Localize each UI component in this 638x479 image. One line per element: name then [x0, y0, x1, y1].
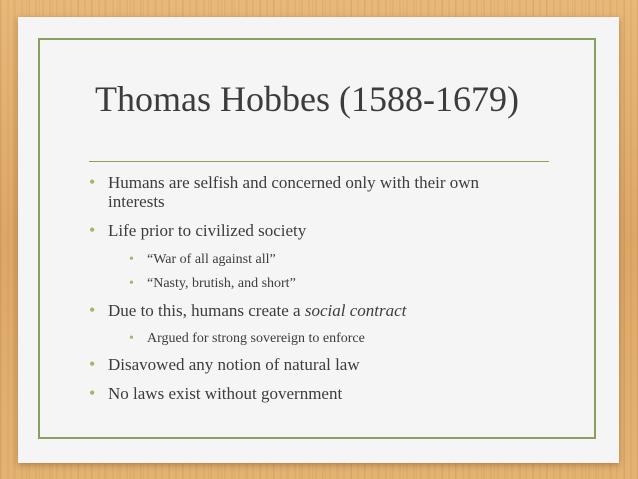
bullet-continuation — [108, 192, 165, 212]
bullet-text: Life prior to civilized society — [108, 221, 307, 240]
bullet-text: No laws exist without government — [108, 384, 343, 403]
bullet-text: interests — [108, 192, 165, 211]
bullet-dot-icon: • — [89, 383, 96, 403]
bullet-dot-icon: • — [129, 331, 134, 346]
bullet-item — [89, 220, 307, 241]
bullet-dot-icon: • — [129, 276, 134, 291]
bullet-dot-icon: • — [89, 220, 96, 240]
bullet-dot-icon: • — [89, 300, 96, 320]
sub-bullet-item — [129, 331, 365, 347]
bullet-dot-icon: • — [129, 252, 134, 267]
sub-bullet-item — [129, 276, 296, 292]
bullet-text: Disavowed any notion of natural law — [108, 355, 360, 374]
sub-bullet-text: “Nasty, brutish, and short” — [147, 276, 296, 291]
sub-bullet-item — [129, 252, 276, 268]
bullet-text: Humans are selfish and concerned only with their own — [108, 173, 480, 192]
bullet-item — [89, 300, 407, 321]
slide-title: Thomas Hobbes (1588-1679) — [95, 79, 519, 119]
bullet-item — [89, 383, 343, 404]
bullet-text: Due to this, humans create a — [108, 301, 305, 320]
bullet-dot-icon: • — [89, 354, 96, 374]
sub-bullet-text: Argued for strong sovereign to enforce — [147, 331, 365, 346]
bullet-emphasis: social contract — [304, 301, 407, 320]
bullet-dot-icon: • — [89, 172, 96, 192]
bullet-item — [89, 172, 480, 193]
sub-bullet-text: “War of all against all” — [147, 252, 276, 267]
bullet-item — [89, 354, 360, 375]
